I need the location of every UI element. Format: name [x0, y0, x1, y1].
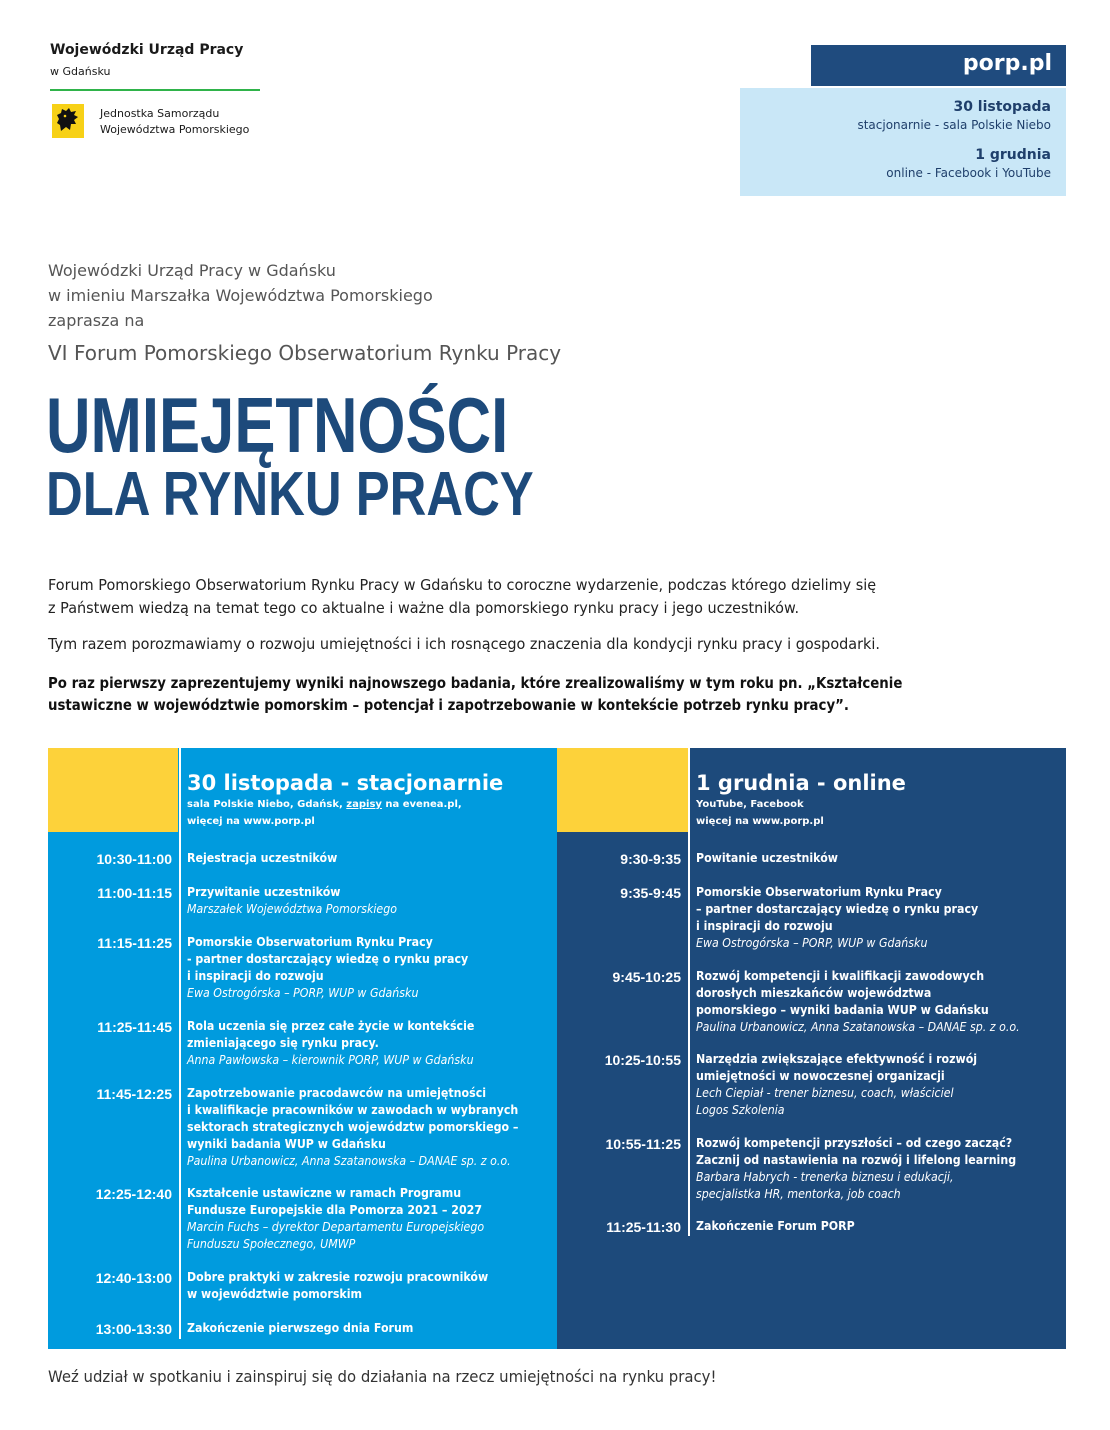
day-1-sub-b: na evenea.pl,	[381, 799, 462, 810]
agenda-time: 11:15-11:25	[97, 935, 172, 951]
agenda-time: 10:25-10:55	[604, 1052, 681, 1068]
agenda-topic-line: Rozwój kompetencji przyszłości – od czego zacząć?	[696, 1136, 1013, 1150]
agenda-time: 13:00-13:30	[95, 1321, 172, 1337]
agenda-time: 11:25-11:30	[606, 1219, 681, 1235]
agenda-topic-line: Rozwój kompetencji i kwalifikacji zawodowych	[696, 969, 985, 983]
intro-paragraph-1	[48, 574, 987, 620]
agenda-speaker-line: Barbara Habrych - trenerka biznesu i edukacji,	[696, 1170, 954, 1184]
site-banner	[811, 45, 1066, 86]
agenda-time: 11:25-11:45	[97, 1019, 172, 1035]
agenda-topic-line: Rejestracja uczestników	[187, 851, 338, 865]
day-2-more-info[interactable]: więcej na www.porp.pl	[696, 816, 824, 827]
agenda-topic-line: Dobre praktyki w zakresie rozwoju pracowników	[187, 1270, 489, 1284]
agenda-description	[187, 1269, 547, 1303]
yellow-accent-right	[557, 748, 688, 832]
agenda-description	[187, 884, 547, 918]
agenda-topic-line: sektorach strategicznych województw pomorskiego –	[187, 1120, 519, 1134]
p1-line-2: z Państwem wiedzą na temat tego co aktualne i ważne dla pomorskiego rynku pracy i jego uczestników.	[48, 599, 800, 617]
day-2-header	[696, 771, 906, 830]
agenda-speaker-line: Anna Pawłowska – kierownik PORP, WUP w Gdańsku	[187, 1053, 474, 1067]
divider	[50, 89, 260, 91]
agenda-topic-line: zmieniającego się rynku pracy.	[187, 1036, 379, 1050]
agenda-speaker-line: Paulina Urbanowicz, Anna Szatanowska – DANAE sp. z o.o.	[187, 1154, 511, 1168]
p1-line-1: Forum Pomorskiego Obserwatorium Rynku Pracy w Gdańsku to coroczne wydarzenie, podczas którego dzielimy się	[48, 576, 877, 594]
day-2-subtitle: YouTube, Facebook	[696, 799, 804, 810]
intro-paragraph-3	[48, 672, 917, 716]
agenda-time: 9:30-9:35	[620, 851, 681, 867]
agenda-topic-line: Kształcenie ustawiczne w ramach Programu	[187, 1186, 462, 1200]
agenda-topic-line: Pomorskie Obserwatorium Rynku Pracy	[696, 885, 942, 899]
agenda-topic-line: umiejętności w nowoczesnej organizacji	[696, 1069, 945, 1083]
agenda-description	[696, 850, 1056, 867]
invitation	[48, 258, 433, 333]
agenda-description	[696, 1051, 1056, 1119]
date-day-1: 30 listopada	[953, 99, 1051, 115]
agenda-topic-line: i inspiracji do rozwoju	[187, 969, 324, 983]
agenda-topic-line: w województwie pomorskim	[187, 1287, 363, 1301]
agenda-time: 12:40-13:00	[95, 1270, 172, 1286]
agenda-speaker-line: Paulina Urbanowicz, Anna Szatanowska – DANAE sp. z o.o.	[696, 1020, 1020, 1034]
p3-line-1: Po raz pierwszy zaprezentujemy wyniki najnowszego badania, które zrealizowaliśmy w tym roku pn. „Kształcenie	[48, 674, 903, 692]
day-1-sub-a: sala Polskie Niebo, Gdańsk,	[187, 799, 347, 810]
agenda-description	[187, 1018, 547, 1069]
agenda-topic-line: Zapotrzebowanie pracodawców na umiejętności	[187, 1086, 487, 1100]
agenda-description	[187, 1320, 547, 1337]
unit-line-2: Województwa Pomorskiego	[100, 123, 250, 136]
agenda-speaker-line: Ewa Ostrogórska – PORP, WUP w Gdańsku	[187, 986, 419, 1000]
agenda-speaker-line: Marcin Fuchs – dyrektor Departamentu Europejskiego	[187, 1220, 485, 1234]
timeline-divider-right	[688, 748, 690, 1236]
pomeranian-griffin-icon	[52, 104, 84, 138]
timeline-divider-left	[179, 748, 181, 1339]
agenda-time: 11:45-12:25	[96, 1086, 172, 1102]
agenda-speaker-line: Funduszu Społecznego, UMWP	[187, 1237, 356, 1251]
invite-line-3: zaprasza na	[48, 311, 145, 330]
signup-link[interactable]: zapisy	[346, 799, 382, 810]
agenda-speaker-line: Lech Ciepiał - trener biznesu, coach, właściciel	[696, 1086, 954, 1100]
agenda-topic-line: i inspiracji do rozwoju	[696, 919, 833, 933]
agenda-day-2-panel	[557, 748, 1066, 1349]
day-1-subtitle	[187, 796, 503, 813]
headline-1: UMIEJĘTNOŚCI	[46, 381, 509, 469]
p3-line-2: ustawiczne w województwie pomorskim – potencjał i zapotrzebowanie w kontekście potrzeb rynku pracy”.	[48, 696, 849, 714]
agenda-topic-line: Narzędzia zwiększające efektywność i rozwój	[696, 1052, 978, 1066]
agenda-description	[696, 1218, 1056, 1235]
day-1-header	[187, 771, 503, 830]
agenda-topic-line: Powitanie uczestników	[696, 851, 839, 865]
agenda-description	[187, 934, 547, 1002]
day-1-title: 30 listopada - stacjonarnie	[187, 771, 504, 795]
agenda-time: 9:35-9:45	[620, 885, 681, 901]
day-1-more-info[interactable]: więcej na www.porp.pl	[187, 816, 315, 827]
invite-line-1: Wojewódzki Urząd Pracy w Gdańsku	[48, 261, 336, 280]
day-2-title: 1 grudnia - online	[696, 771, 906, 795]
headline-2: DLA RYNKU PRACY	[46, 460, 534, 529]
agenda-description	[696, 968, 1056, 1036]
agenda-time: 10:30-11:00	[96, 851, 172, 867]
agenda-time: 11:00-11:15	[97, 885, 172, 901]
agenda-topic-line: dorosłych mieszkańców województwa	[696, 986, 932, 1000]
org-name: Wojewódzki Urząd Pracy	[50, 42, 244, 58]
agenda-speaker-line: Marszałek Województwa Pomorskiego	[187, 902, 397, 916]
intro-paragraph-2: Tym razem porozmawiamy o rozwoju umiejętności i ich rosnącego znaczenia dla kondycji rynku pracy i gospodarki.	[48, 635, 881, 653]
date-day-2-venue: online - Facebook i YouTube	[886, 166, 1051, 180]
agenda-topic-line: Pomorskie Obserwatorium Rynku Pracy	[187, 935, 433, 949]
agenda-time: 12:25-12:40	[95, 1186, 172, 1202]
agenda-topic-line: Zakończenie pierwszego dnia Forum	[187, 1321, 414, 1335]
footer-cta: Weź udział w spotkaniu i zainspiruj się do działania na rzecz umiejętności na rynku pracy!	[48, 1367, 717, 1386]
date-day-1-venue: stacjonarnie - sala Polskie Niebo	[857, 118, 1051, 132]
agenda-topic-line: Rola uczenia się przez całe życie w kontekście	[187, 1019, 475, 1033]
agenda-topic-line: pomorskiego – wyniki badania WUP w Gdańsku	[696, 1003, 989, 1017]
date-day-2: 1 grudnia	[975, 147, 1051, 163]
forum-name: VI Forum Pomorskiego Obserwatorium Rynku Pracy	[48, 341, 562, 365]
agenda-speaker-line: Logos Szkolenia	[696, 1103, 785, 1117]
agenda-description	[187, 1085, 547, 1170]
unit-line-1: Jednostka Samorządu	[100, 107, 220, 120]
agenda-topic-line: wyniki badania WUP w Gdańsku	[187, 1137, 386, 1151]
agenda-description	[696, 1135, 1056, 1203]
agenda-time: 10:55-11:25	[605, 1136, 681, 1152]
agenda-description	[696, 884, 1056, 952]
dates-box	[740, 88, 1066, 196]
agenda-topic-line: Fundusze Europejskie dla Pomorza 2021 – 2027	[187, 1203, 483, 1217]
unit-name	[100, 106, 249, 138]
agenda-description	[187, 850, 547, 867]
org-city: w Gdańsku	[50, 65, 111, 78]
invite-line-2: w imieniu Marszałka Województwa Pomorskiego	[48, 286, 433, 305]
agenda-topic-line: Zakończenie Forum PORP	[696, 1219, 855, 1233]
agenda-speaker-line: specjalistka HR, mentorka, job coach	[696, 1187, 901, 1201]
agenda-description	[187, 1185, 547, 1253]
agenda-time: 9:45-10:25	[612, 969, 681, 985]
agenda-topic-line: Zacznij od nastawienia na rozwój i lifelong learning	[696, 1153, 1017, 1167]
agenda-speaker-line: Ewa Ostrogórska – PORP, WUP w Gdańsku	[696, 936, 928, 950]
yellow-accent-left	[48, 748, 178, 832]
site-link[interactable]: porp.pl	[962, 51, 1052, 76]
agenda-topic-line: - partner dostarczający wiedzę o rynku pracy	[187, 952, 469, 966]
agenda-topic-line: – partner dostarczający wiedzę o rynku pracy	[696, 902, 979, 916]
agenda-topic-line: i kwalifikacje pracowników w zawodach w wybranych	[187, 1103, 519, 1117]
agenda-topic-line: Przywitanie uczestników	[187, 885, 341, 899]
